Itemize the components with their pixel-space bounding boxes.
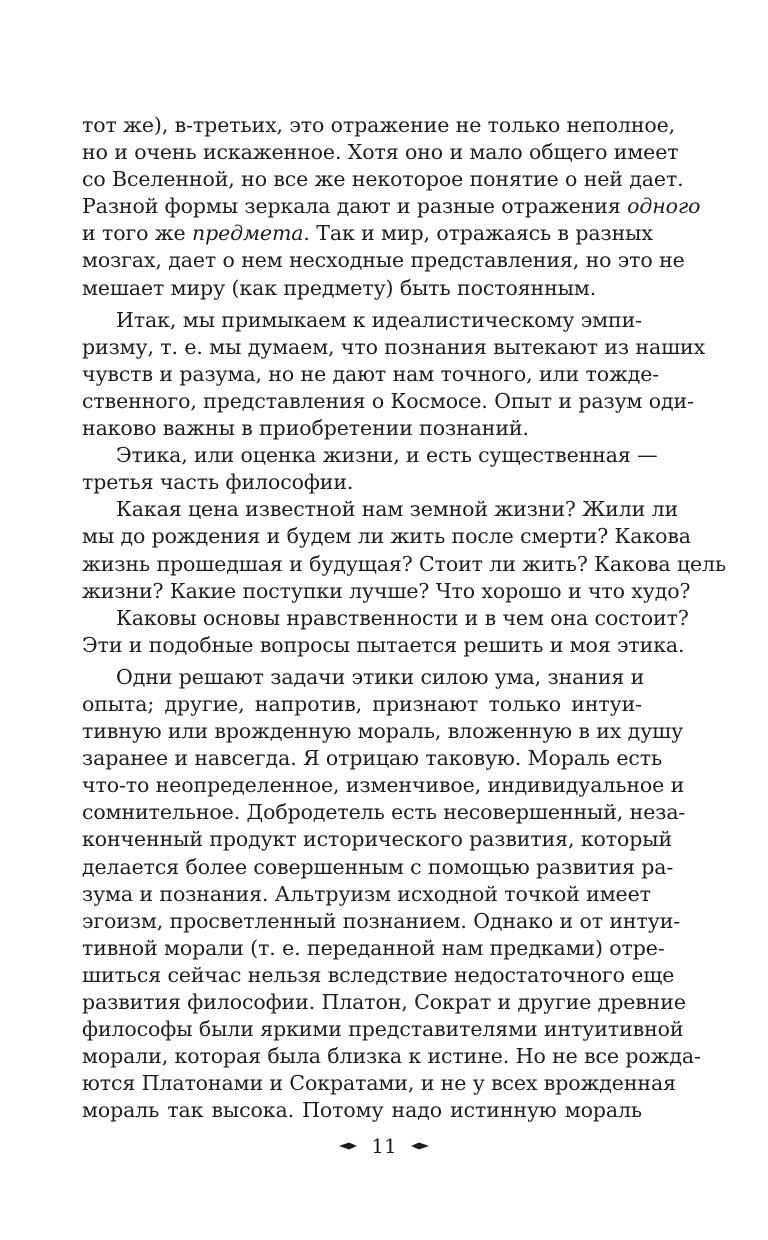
text-line: мы до рождения и будем ли жить после смерти? Какова (82, 524, 691, 549)
text-line: зума и познания. Альтруизм исходной точкой имеет (82, 881, 651, 906)
paragraph-start-line: Каковы основы нравственности и в чем она состоит? (116, 605, 689, 630)
text-line: мораль так высока. Потому надо истинную мораль (82, 1098, 642, 1123)
text-line: жизни? Какие поступки лучше? Что хорошо и что худо? (82, 578, 691, 603)
text-line: мозгах, дает о нем несходные представления, но это не (82, 248, 685, 273)
text-line: развития философии. Платон, Сократ и другие древние (82, 990, 686, 1014)
text-line: мешает миру (как предмету) быть постоянным. (82, 275, 597, 300)
text-line: эгоизм, просветленный познанием. Однако и от интуи- (82, 908, 681, 933)
text-line: третья часть философии. (82, 470, 354, 495)
text-line: ризму, т. е. мы думаем, что познания вытекают из наших (82, 334, 706, 359)
text-line: шиться сейчас нельзя вследствие недостаточного еще (82, 962, 675, 987)
text-line: и того же предмета. Так и мир, отражаясь в разных (82, 221, 653, 246)
text-line: ственного, представления о Космосе. Опыт и разум оди- (82, 388, 694, 413)
left-ornament-icon (337, 1141, 359, 1151)
text-line: со Вселенной, но все же некоторое понятие о ней дает. (82, 167, 684, 192)
text-line: опыта; другие, напротив, признают только интуи- (82, 691, 642, 716)
emphasis: предмета (191, 221, 304, 246)
page-number: 11 (371, 1133, 397, 1158)
right-ornament-icon (409, 1141, 431, 1151)
text-line: философы были яркими представителями интуитивной (82, 1017, 684, 1042)
text-line: наково важны в приобретении познаний. (82, 416, 529, 441)
text-line: жизнь прошедшая и будущая? Стоит ли жить? Какова цель (82, 551, 727, 576)
text-line: но и очень искаженное. Хотя оно и мало общего имеет (82, 140, 679, 165)
text-line: Разной формы зеркала дают и разные отражения одного (82, 194, 701, 219)
paragraph-start-line: Этика, или оценка жизни, и есть существенная — (116, 443, 658, 468)
text-line: ются Платонами и Сократами, и не у всех врожденная (82, 1071, 676, 1096)
text-line: конченный продукт исторического развития, который (82, 827, 673, 852)
text-line: чувств и разума, но не дают нам точного, или тожде- (82, 361, 660, 386)
text-line: тивной морали (т. е. переданной нам предками) отре- (82, 935, 665, 960)
text-line: тот же), в-третьих, это отражение не только неполное, (82, 113, 676, 137)
body-text (82, 112, 727, 1124)
text-line: тивную или врожденную мораль, вложенную в их душу (82, 719, 684, 744)
emphasis: одного (627, 194, 701, 219)
text-line: Эти и подобные вопросы пытается решить и моя этика. (82, 632, 685, 657)
text-line: заранее и навсегда. Я отрицаю таковую. Мораль есть (82, 746, 663, 771)
paragraph-start-line: Итак, мы примыкаем к идеалистическому эмпи- (116, 307, 642, 332)
text-line: сомнительное. Добродетель есть несовершенный, неза- (82, 800, 686, 825)
text-line: морали, которая была близка к истине. Но не все рожда- (82, 1044, 701, 1069)
paragraph-start-line: Какая цена известной нам земной жизни? Жили ли (116, 497, 679, 522)
text-line: что-то неопределенное, изменчивое, индивидуальное и (82, 773, 685, 798)
text-line: делается более совершенным с помощью развития ра- (82, 854, 674, 879)
paragraph-start-line: Одни решают задачи этики силою ума, знания и (116, 664, 645, 689)
page-number-footer (0, 1132, 768, 1158)
